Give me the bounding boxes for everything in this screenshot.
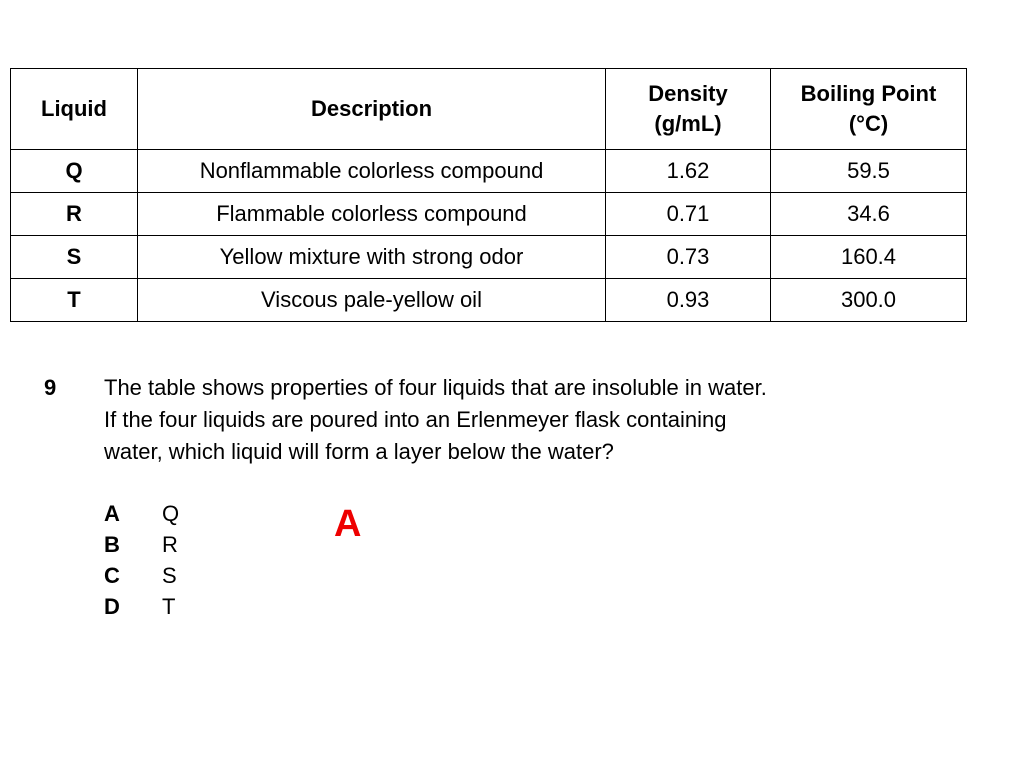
choice-value: T	[162, 594, 176, 619]
header-boiling-line2: (°C)	[848, 111, 889, 136]
choice-a[interactable]	[104, 498, 224, 529]
cell-density: 0.71	[606, 193, 771, 236]
cell-description: Yellow mixture with strong odor	[138, 236, 606, 279]
choice-c[interactable]	[104, 560, 224, 591]
table-header-row	[11, 69, 967, 150]
choice-value: Q	[162, 501, 180, 526]
cell-liquid: Q	[11, 150, 138, 193]
header-description: Description	[138, 69, 606, 150]
cell-boiling-point: 34.6	[771, 193, 967, 236]
choice-d[interactable]	[104, 591, 224, 622]
cell-liquid: T	[11, 279, 138, 322]
cell-liquid: S	[11, 236, 138, 279]
table-row	[11, 236, 967, 279]
cell-density: 0.93	[606, 279, 771, 322]
choice-letter: D	[104, 594, 120, 619]
cell-boiling-point: 300.0	[771, 279, 967, 322]
choice-letter: A	[104, 501, 120, 526]
table-row	[11, 150, 967, 193]
choice-letter: C	[104, 563, 120, 588]
answer-mark: A	[334, 503, 362, 545]
table-row	[11, 193, 967, 236]
header-density-line1: Density	[648, 81, 728, 106]
answer-choices	[104, 498, 224, 622]
question-number: 9	[44, 375, 57, 400]
cell-density: 1.62	[606, 150, 771, 193]
cell-description: Nonflammable colorless compound	[138, 150, 606, 193]
cell-description: Flammable colorless compound	[138, 193, 606, 236]
cell-description: Viscous pale-yellow oil	[138, 279, 606, 322]
choice-value: R	[162, 532, 178, 557]
table-row	[11, 279, 967, 322]
header-liquid: Liquid	[11, 69, 138, 150]
choice-letter: B	[104, 532, 120, 557]
choice-value: S	[162, 563, 177, 588]
question-line: water, which liquid will form a layer below the water?	[104, 439, 614, 464]
cell-boiling-point: 59.5	[771, 150, 967, 193]
header-density	[606, 69, 771, 150]
liquid-properties-table	[10, 68, 967, 322]
header-boiling-line1: Boiling Point	[800, 81, 937, 106]
cell-liquid: R	[11, 193, 138, 236]
choice-b[interactable]	[104, 529, 224, 560]
header-boiling-point	[771, 69, 967, 150]
cell-density: 0.73	[606, 236, 771, 279]
header-density-line2: (g/mL)	[654, 111, 722, 136]
question-line: The table shows properties of four liquids that are insoluble in water.	[104, 375, 767, 400]
question-text	[104, 372, 924, 468]
cell-boiling-point: 160.4	[771, 236, 967, 279]
question-line: If the four liquids are poured into an Erlenmeyer flask containing	[104, 407, 727, 432]
